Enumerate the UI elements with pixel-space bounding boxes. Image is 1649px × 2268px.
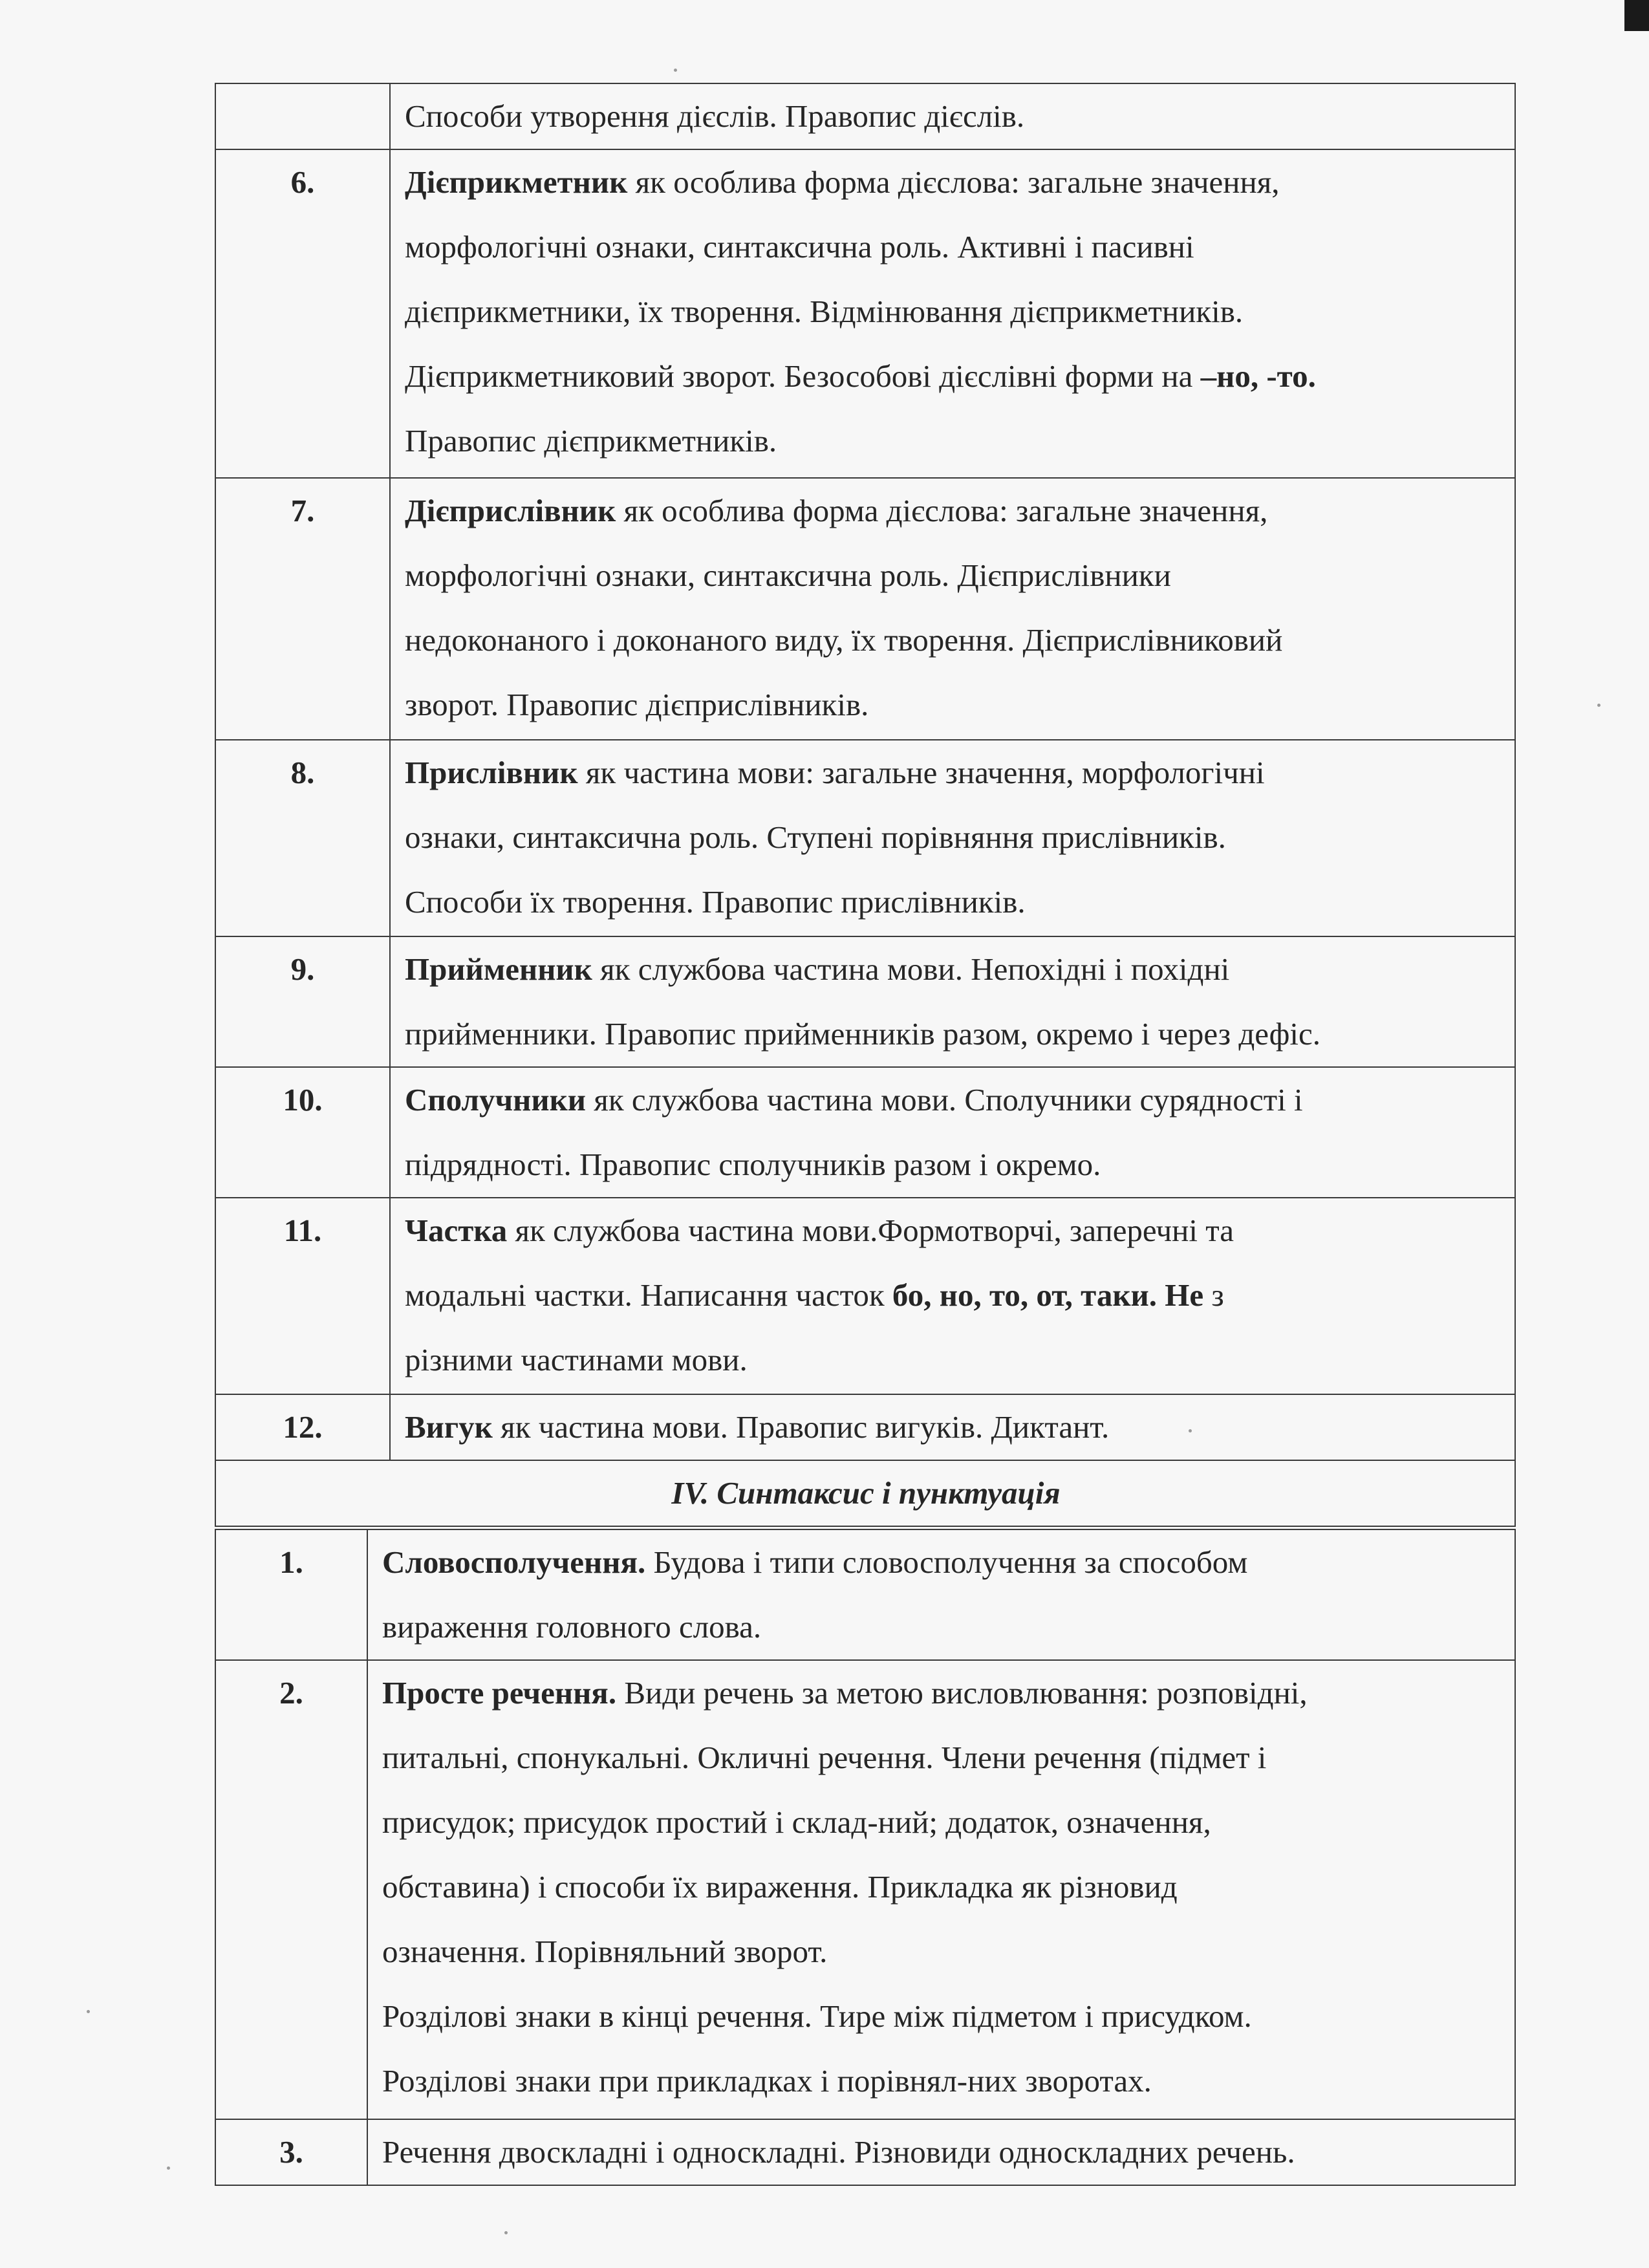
topic-line: Способи їх творення. Правопис прислівників. (405, 884, 1026, 920)
topic-line (405, 150, 1502, 215)
row-number-cell (215, 83, 390, 149)
table-row (215, 1529, 1515, 1660)
topic-text: як службова частина мови. Сполучники сурядності і (594, 1082, 1303, 1118)
topic-line: питальні, спонукальні. Окличні речення. Члени речення (підмет і (382, 1740, 1267, 1775)
topic-cell (390, 478, 1515, 740)
row-number-cell: 12. (215, 1394, 390, 1460)
table-row (215, 1067, 1515, 1198)
topic-cell (367, 1529, 1515, 1660)
suffix-bold: –но, -то. (1200, 358, 1316, 394)
topic-text: як службова частина мови. Непохідні і похідні (600, 951, 1230, 987)
table-row (215, 478, 1515, 740)
syntax-table (215, 1529, 1516, 2186)
topic-line: присудок; присудок простий і склад-ний; додаток, означення, (382, 1804, 1211, 1840)
table-row (215, 1660, 1515, 2119)
section-heading: IV. Синтаксис і пунктуація (215, 1460, 1515, 1526)
table-row (215, 83, 1515, 149)
row-number-cell: 2. (215, 1660, 367, 2119)
topic-text: як частина мови: загальне значення, морфологічні (585, 755, 1265, 790)
topic-cell (390, 936, 1515, 1067)
table-row (215, 2119, 1515, 2185)
table-row (215, 740, 1515, 936)
topic-line: морфологічні ознаки, синтаксична роль. Активні і пасивні (405, 229, 1194, 265)
topic-text: Способи утворення дієслів. Правопис дієслів. (405, 98, 1025, 134)
topic-line: Правопис дієприкметників. (405, 423, 777, 459)
topic-lead: Частка (405, 1213, 508, 1248)
topic-line (405, 1263, 1502, 1328)
topic-text: Види речень за метою висловлювання: розповідні, (624, 1675, 1308, 1711)
topic-line: недоконаного і доконаного виду, їх творення. Дієприслівниковий (405, 622, 1283, 658)
row-number-cell: 3. (215, 2119, 367, 2185)
topic-line: дієприкметники, їх творення. Відмінювання дієприкметників. (405, 294, 1244, 329)
scan-speck (1597, 704, 1600, 707)
topic-cell (390, 1394, 1515, 1460)
curriculum-table (215, 83, 1516, 1527)
topic-lead: Сполучники (405, 1082, 587, 1118)
topic-line: Речення двоскладні і односкладні. Різновиди односкладних речень. (382, 2134, 1295, 2170)
row-number-cell: 8. (215, 740, 390, 936)
topic-cell (367, 2119, 1515, 2185)
topic-line: різними частинами мови. (405, 1342, 748, 1377)
topic-text: Будова і типи словосполучення за способом (653, 1544, 1248, 1580)
row-number-cell: 7. (215, 478, 390, 740)
topic-cell (367, 1660, 1515, 2119)
topic-line (405, 740, 1502, 805)
topic-line: підрядності. Правопис сполучників разом і окремо. (405, 1147, 1101, 1182)
topic-line (405, 937, 1502, 1002)
section-heading-row (215, 1460, 1515, 1526)
topic-line: вираження головного слова. (382, 1609, 762, 1645)
scan-speck (167, 2166, 170, 2170)
topic-cell (390, 1067, 1515, 1198)
scan-speck (504, 2231, 508, 2234)
topic-line (405, 344, 1502, 409)
topic-line (382, 1661, 1502, 1725)
topic-text: як особлива форма дієслова: загальне значення, (635, 164, 1280, 200)
topic-line: ознаки, синтаксична роль. Ступені порівняння прислівників. (405, 819, 1226, 855)
topic-lead: Словосполучення. (382, 1544, 646, 1580)
table-row (215, 1198, 1515, 1394)
topic-line (405, 1198, 1502, 1263)
table-row (215, 936, 1515, 1067)
topic-text: як частина мови. Правопис вигуків. Диктант. (501, 1409, 1110, 1445)
row-number-cell: 9. (215, 936, 390, 1067)
topic-line: прийменники. Правопис прийменників разом, окремо і через дефіс. (405, 1016, 1320, 1052)
row-number-cell: 6. (215, 149, 390, 478)
table-row (215, 1394, 1515, 1460)
topic-lead: Дієприслівник (405, 493, 616, 528)
topic-lead: Дієприкметник (405, 164, 628, 200)
row-number-cell: 11. (215, 1198, 390, 1394)
topic-line: Розділові знаки при прикладках і порівнял-них зворотах. (382, 2063, 1152, 2099)
topic-text: як особлива форма дієслова: загальне значення, (623, 493, 1268, 528)
topic-text: Дієприкметниковий зворот. Безособові дієслівні форми на (405, 358, 1193, 394)
topic-line: морфологічні ознаки, синтаксична роль. Дієприслівники (405, 557, 1171, 593)
topic-line (382, 1530, 1502, 1595)
row-number-cell: 1. (215, 1529, 367, 1660)
table-row (215, 149, 1515, 478)
topic-lead: Прийменник (405, 951, 592, 987)
topic-text: як службова частина мови.Формотворчі, заперечні та (515, 1213, 1234, 1248)
topic-lead: Просте речення. (382, 1675, 617, 1711)
topic-line (405, 479, 1502, 543)
topic-text: з (1211, 1277, 1224, 1313)
topic-lead: Вигук (405, 1409, 493, 1445)
scanner-edge-shadow (1624, 0, 1649, 31)
topic-line (405, 1395, 1502, 1460)
topic-line: означення. Порівняльний зворот. (382, 1934, 828, 1969)
row-number-cell: 10. (215, 1067, 390, 1198)
topic-cell (390, 1198, 1515, 1394)
topic-line: обставина) і способи їх вираження. Прикладка як різновид (382, 1869, 1178, 1905)
topic-line: зворот. Правопис дієприслівників. (405, 687, 869, 722)
scan-speck (87, 2010, 90, 2013)
topic-line (405, 1068, 1502, 1132)
topic-text: модальні частки. Написання часток (405, 1277, 885, 1313)
scan-speck (674, 69, 677, 72)
topic-cell (390, 149, 1515, 478)
particles-bold: бо, но, то, от, таки. Не (892, 1277, 1204, 1313)
topic-lead: Прислівник (405, 755, 578, 790)
topic-cell (390, 740, 1515, 936)
topic-cell (390, 83, 1515, 149)
topic-line: Розділові знаки в кінці речення. Тире між підметом і присудком. (382, 1998, 1252, 2034)
